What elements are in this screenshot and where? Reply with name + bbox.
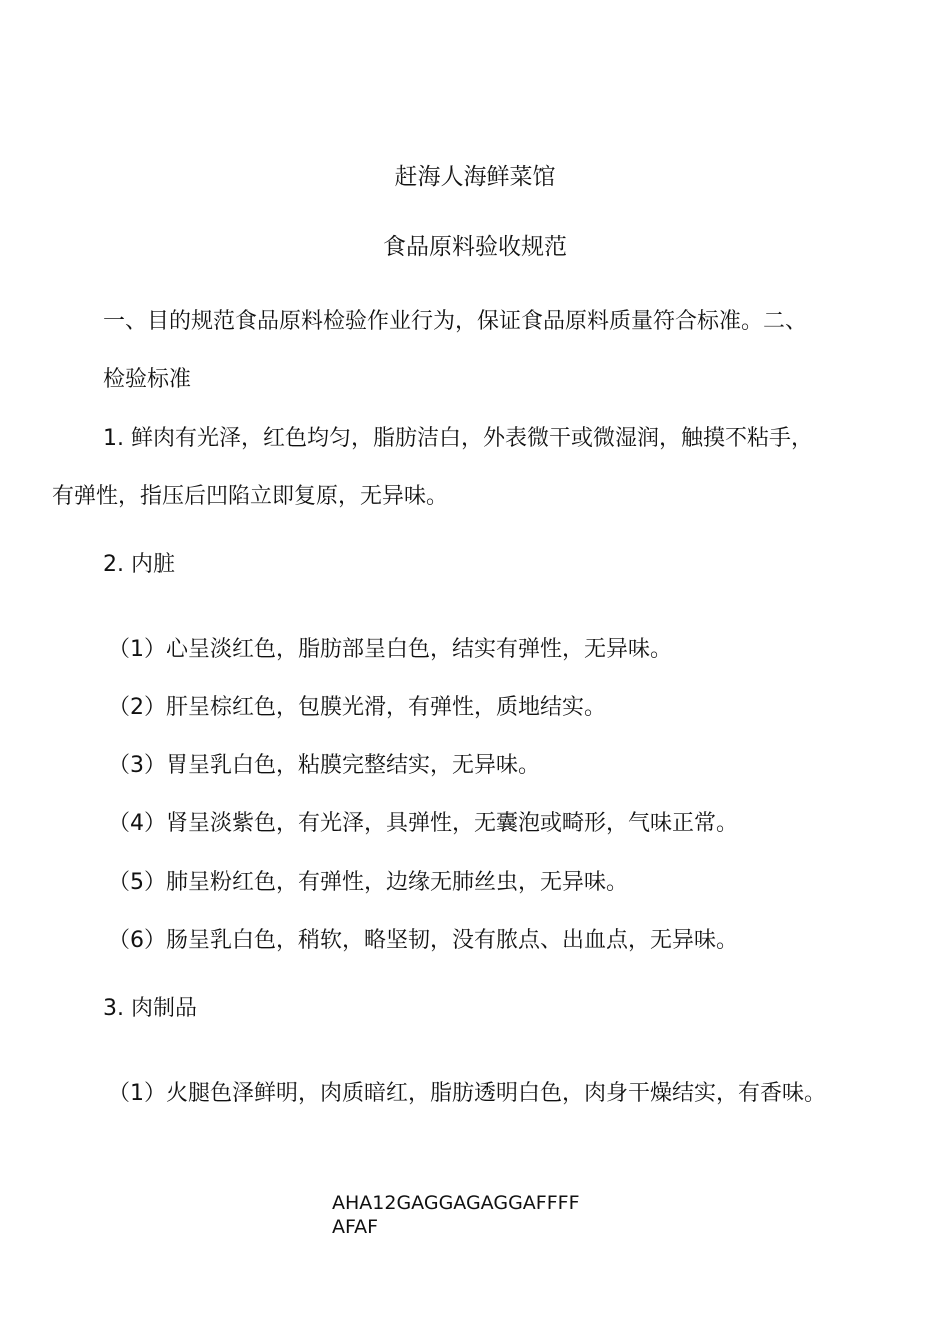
item1-fresh-meat-line2: 有弹性，指压后凹陷立即复原，无异味。 <box>52 484 449 509</box>
organ-item-intestine: （6）肠呈乳白色，稍软，略坚韧，没有脓点、出血点，无异味。 <box>108 928 738 953</box>
item3-heading-meat-products: 3. 肉制品 <box>103 996 197 1021</box>
organ-item-kidney: （4）肾呈淡紫色，有光泽，具弹性，无囊泡或畸形，气味正常。 <box>108 811 738 836</box>
document-title: 食品原料验收规范 <box>383 234 567 260</box>
organ-item-liver: （2）肝呈棕红色，包膜光滑，有弹性，质地结实。 <box>108 695 606 720</box>
organ-item-heart: （1）心呈淡红色，脂肪部呈白色，结实有弹性，无异味。 <box>108 637 672 662</box>
organ-item-stomach: （3）胃呈乳白色，粘膜完整结实，无异味。 <box>108 753 540 778</box>
item2-heading-organs: 2. 内脏 <box>103 552 175 577</box>
item1-fresh-meat-line1: 1. 鲜肉有光泽，红色均匀，脂肪洁白，外表微干或微湿润，触摸不粘手， <box>103 426 813 451</box>
organ-item-lung: （5）肺呈粉红色，有弹性，边缘无肺丝虫，无异味。 <box>108 870 628 895</box>
restaurant-name: 赶海人海鲜菜馆 <box>394 164 556 190</box>
section1-purpose-line: 一、目的规范食品原料检验作业行为，保证食品原料质量符合标准。二、 <box>103 309 808 334</box>
document-code-line2: AFAF <box>332 1216 379 1238</box>
section2-heading: 检验标准 <box>103 367 192 392</box>
document-code-line1: AHA12GAGGAGAGGAFFFF <box>332 1192 580 1214</box>
meat-product-item-ham: （1）火腿色泽鲜明，肉质暗红，脂肪透明白色，肉身干燥结实，有香味。 <box>108 1081 826 1106</box>
document-code <box>332 1191 580 1239</box>
